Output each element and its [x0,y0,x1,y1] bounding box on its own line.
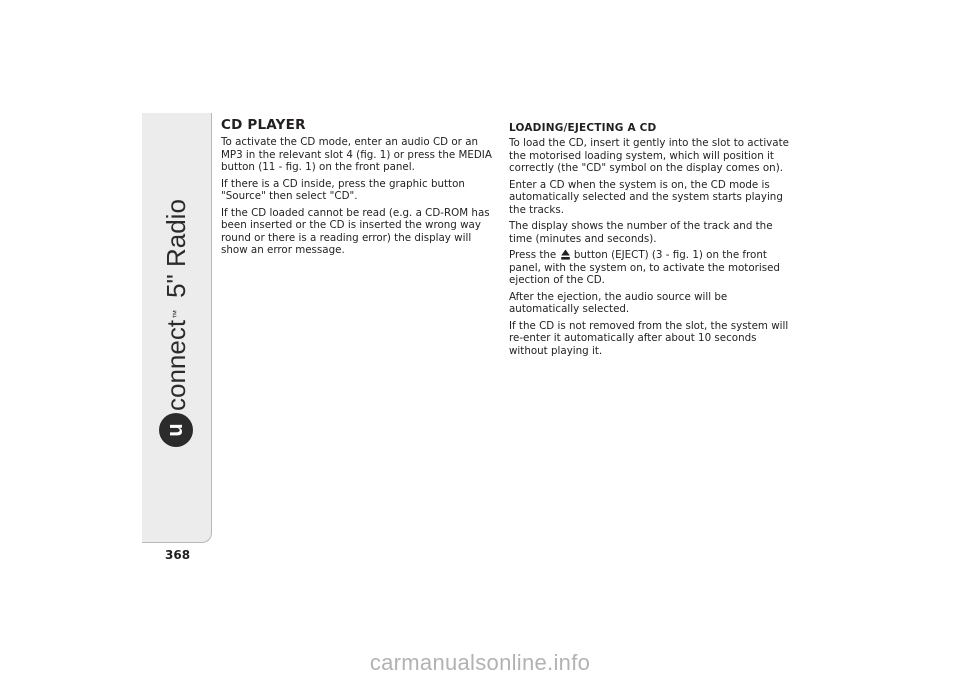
uconnect-logo-mark: u [159,413,193,447]
paragraph: If the CD loaded cannot be read (e.g. a CD-ROM has been inserted or the CD is inserted the wrong way round or there is a reading error) the display will show an error message. [221,206,490,256]
paragraph: To activate the CD mode, enter an audio CD or an MP3 in the relevant slot 4 (fig. 1) or press the MEDIA button (11 - fig. 1) on the front panel. [221,136,492,173]
page-number: 368 [165,548,191,562]
eject-icon [561,249,570,260]
paragraph: The display shows the number of the track and the time (minutes and seconds). [509,220,773,245]
cd-player-heading: CD PLAYER [221,117,306,133]
paragraph: After the ejection, the audio source will be automatically selected. [509,290,728,315]
loading-ejecting-heading: LOADING/EJECTING A CD [509,122,657,134]
section-label: 5" Radio [161,199,191,298]
eject-paragraph-suffix: button (EJECT) (3 - fig. 1) on the front panel, with the system on, to activate the motorised ejection of the CD. [509,249,780,286]
uconnect-logo-word: connect [161,319,191,411]
trademark-symbol: ™ [171,309,181,319]
section-side-logo [157,199,195,447]
paragraph: Enter a CD when the system is on, the CD mode is automatically selected and the system starts playing the tracks. [509,178,783,216]
paragraph: To load the CD, insert it gently into the slot to activate the motorised loading system, which will position it correctly (the "CD" symbol on the display comes on). [509,137,789,174]
paragraph: If the CD is not removed from the slot, the system will re-enter it automatically after about 10 seconds without playing it. [509,319,789,357]
loading-ejecting-section [509,122,789,361]
eject-paragraph [509,249,789,287]
eject-paragraph-prefix: Press the [509,249,557,261]
cd-player-section [221,117,501,261]
paragraph: If there is a CD inside, press the graphic button "Source" then select "CD". [221,177,465,202]
site-watermark: carmanualsonline.info [369,650,591,675]
